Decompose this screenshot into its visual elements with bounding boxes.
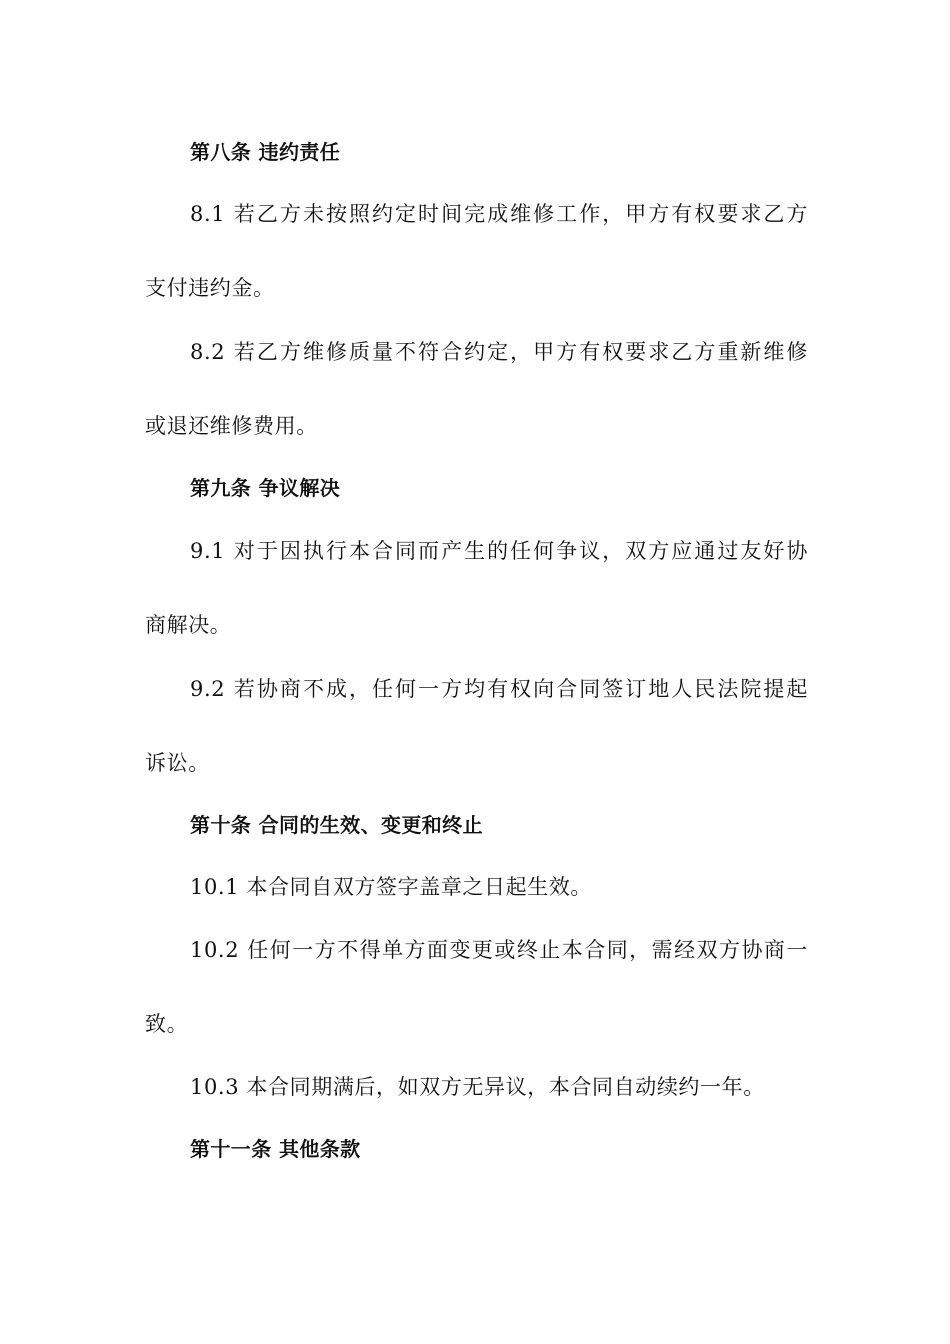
clause-9-2-line-1: 9.2 若协商不成，任何一方均有权向合同签订地人民法院提起 <box>190 677 808 701</box>
clause-10-1: 10.1 本合同自双方签字盖章之日起生效。 <box>190 875 593 899</box>
section-heading-article-10: 第十条 合同的生效、变更和终止 <box>190 813 483 837</box>
clause-8-2-line-2: 或退还维修费用。 <box>145 414 318 438</box>
clause-8-1-line-2: 支付违约金。 <box>145 276 275 300</box>
clause-10-3: 10.3 本合同期满后，如双方无异议，本合同自动续约一年。 <box>190 1075 765 1099</box>
section-heading-article-9: 第九条 争议解决 <box>190 476 341 500</box>
clause-8-2-line-1: 8.2 若乙方维修质量不符合约定，甲方有权要求乙方重新维修 <box>190 340 808 364</box>
section-heading-article-11: 第十一条 其他条款 <box>190 1137 361 1161</box>
clause-10-2-line-2: 致。 <box>145 1012 189 1036</box>
clause-9-1-line-1: 9.1 对于因执行本合同而产生的任何争议，双方应通过友好协 <box>190 539 808 563</box>
clause-8-1-line-1: 8.1 若乙方未按照约定时间完成维修工作，甲方有权要求乙方 <box>190 202 808 226</box>
clause-9-1-line-2: 商解决。 <box>145 613 232 637</box>
clause-9-2-line-2: 诉讼。 <box>145 751 210 775</box>
section-heading-article-8: 第八条 违约责任 <box>190 140 341 164</box>
clause-10-2-line-1: 10.2 任何一方不得单方面变更或终止本合同，需经双方协商一 <box>190 938 808 962</box>
